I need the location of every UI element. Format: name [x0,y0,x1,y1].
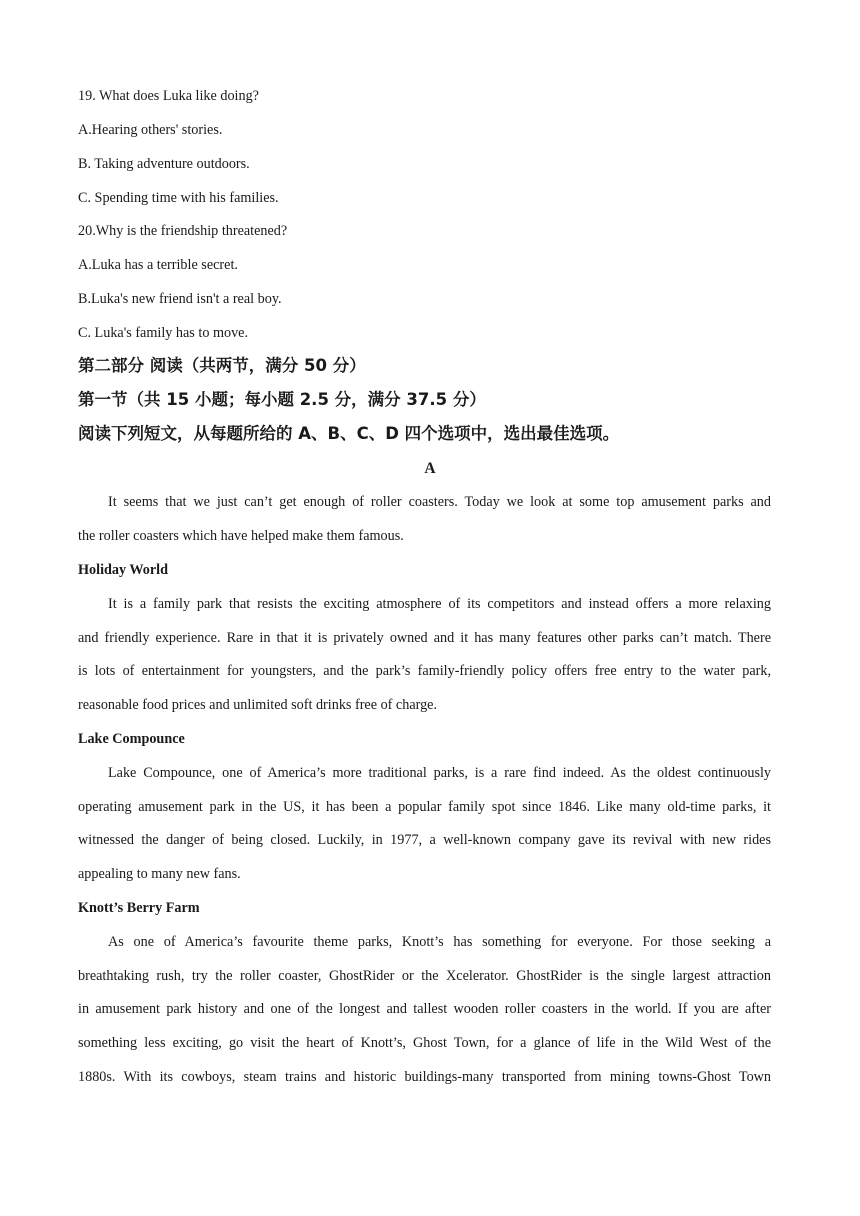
park-paragraph-line: breathtaking rush, try the roller coaster, GhostRider or the Xcelerator. GhostRider is the single largest attraction [78,968,771,984]
intro-line: the roller coasters which have helped make them famous. [78,528,404,544]
reading-instruction: 阅读下列短文，从每题所给的 A、B、C、D 四个选项中，选出最佳选项。 [78,424,620,443]
question-19-option-c: C. Spending time with his families. [78,190,279,206]
question-19-option-b: B. Taking adventure outdoors. [78,156,250,172]
park-paragraph-line: It is a family park that resists the exciting atmosphere of its competitors and instead offers a more relaxing [108,596,771,612]
park-paragraph-line: appealing to many new fans. [78,866,241,882]
park-heading-knotts-berry-farm: Knott’s Berry Farm [78,900,200,916]
question-19-option-a: A.Hearing others' stories. [78,122,223,138]
park-paragraph-line: operating amusement park in the US, it has been a popular family spot since 1846. Like many old-time parks, it [78,799,771,815]
park-paragraph-line: something less exciting, go visit the heart of Knott’s, Ghost Town, for a glance of life in the Wild West of the [78,1035,771,1051]
park-paragraph-line: in amusement park history and one of the longest and tallest wooden roller coasters in the world. If you are after [78,1001,771,1017]
park-paragraph-line: is lots of entertainment for youngsters, and the park’s family-friendly policy offers free entry to the water park, [78,663,771,679]
part-title: 第二部分 阅读（共两节，满分 50 分） [78,356,366,375]
question-20-option-a: A.Luka has a terrible secret. [78,257,238,273]
park-paragraph-line: As one of America’s favourite theme parks, Knott’s has something for everyone. For those seeking a [108,934,771,950]
park-heading-holiday-world: Holiday World [78,562,169,578]
park-paragraph-line: Lake Compounce, one of America’s more traditional parks, is a rare find indeed. As the oldest continuously [108,765,771,781]
question-20-option-c: C. Luka's family has to move. [78,325,249,341]
question-19-stem: 19. What does Luka like doing? [78,88,259,104]
park-paragraph-line: and friendly experience. Rare in that it is privately owned and it has many features other parks can’t match. There [78,630,771,646]
passage-letter: A [424,460,436,477]
park-heading-lake-compounce: Lake Compounce [78,731,185,747]
park-paragraph-line: witnessed the danger of being closed. Luckily, in 1977, a well-known company gave its revival with new rides [78,832,771,848]
park-paragraph-line: reasonable food prices and unlimited soft drinks free of charge. [78,697,438,713]
subsection-title: 第一节（共 15 小题；每小题 2.5 分，满分 37.5 分） [78,390,486,409]
park-paragraph-line: 1880s. With its cowboys, steam trains and historic buildings-many transported from mining towns-Ghost Town [78,1069,771,1085]
question-20-stem: 20.Why is the friendship threatened? [78,223,288,239]
question-20-option-b: B.Luka's new friend isn't a real boy. [78,291,282,307]
intro-line: It seems that we just can’t get enough of roller coasters. Today we look at some top amusement parks and [108,494,771,510]
